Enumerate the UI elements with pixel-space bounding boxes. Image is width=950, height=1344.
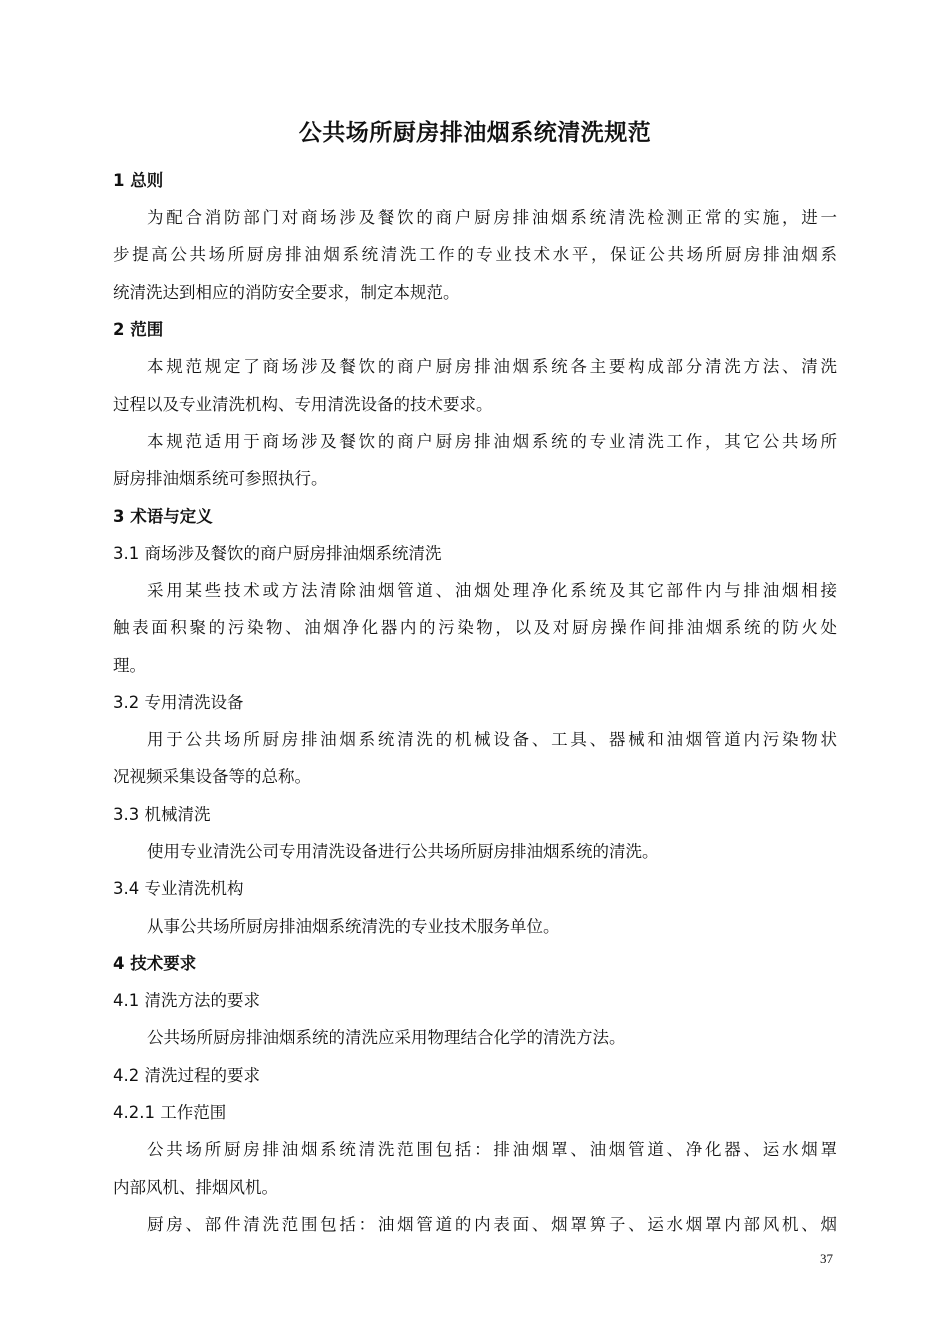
paragraph-line: 本规范规定了商场涉及餐饮的商户厨房排油烟系统各主要构成部分清洗方法、清洗 (147, 357, 837, 376)
document-title: 公共场所厨房排油烟系统清洗规范 (298, 120, 652, 146)
section-heading-2: 2 范围 (113, 320, 164, 339)
paragraph-line: 过程以及专业清洗机构、专用清洗设备的技术要求。 (113, 395, 493, 414)
page-number: 37 (820, 1251, 833, 1266)
paragraph-line: 从事公共场所厨房排油烟系统清洗的专业技术服务单位。 (147, 917, 560, 936)
subsection-heading-4-2-1: 4.2.1 工作范围 (113, 1103, 227, 1122)
paragraph-line: 况视频采集设备等的总称。 (113, 767, 311, 786)
section-heading-1: 1 总则 (113, 171, 164, 190)
paragraph-line: 采用某些技术或方法清除油烟管道、油烟处理净化系统及其它部件内与排油烟相接 (147, 581, 837, 600)
section-heading-3: 3 术语与定义 (113, 507, 213, 526)
paragraph-line: 理。 (113, 656, 146, 675)
subsection-heading-4-2: 4.2 清洗过程的要求 (113, 1066, 260, 1085)
paragraph-line: 厨房排油烟系统可参照执行。 (113, 469, 328, 488)
paragraph-line: 公共场所厨房排油烟系统的清洗应采用物理结合化学的清洗方法。 (147, 1028, 626, 1047)
subsection-heading-3-4: 3.4 专业清洗机构 (113, 879, 244, 898)
section-heading-4: 4 技术要求 (113, 954, 197, 973)
subsection-heading-3-3: 3.3 机械清洗 (113, 805, 211, 824)
paragraph-line: 厨房、部件清洗范围包括：油烟管道的内表面、烟罩箅子、运水烟罩内部风机、烟 (147, 1215, 837, 1234)
paragraph-line: 本规范适用于商场涉及餐饮的商户厨房排油烟系统的专业清洗工作，其它公共场所 (147, 432, 837, 451)
paragraph-line: 统清洗达到相应的消防安全要求，制定本规范。 (113, 283, 460, 302)
subsection-heading-3-2: 3.2 专用清洗设备 (113, 693, 244, 712)
paragraph-line: 公共场所厨房排油烟系统清洗范围包括：排油烟罩、油烟管道、净化器、运水烟罩 (147, 1140, 837, 1159)
subsection-heading-3-1: 3.1 商场涉及餐饮的商户厨房排油烟系统清洗 (113, 544, 442, 563)
paragraph-line: 内部风机、排烟风机。 (113, 1178, 278, 1197)
paragraph-line: 为配合消防部门对商场涉及餐饮的商户厨房排油烟系统清洗检测正常的实施，进一 (147, 208, 837, 227)
paragraph-line: 步提高公共场所厨房排油烟系统清洗工作的专业技术水平，保证公共场所厨房排油烟系 (113, 245, 837, 264)
subsection-heading-4-1: 4.1 清洗方法的要求 (113, 991, 260, 1010)
paragraph-line: 用于公共场所厨房排油烟系统清洗的机械设备、工具、器械和油烟管道内污染物状 (147, 730, 837, 749)
paragraph-line: 使用专业清洗公司专用清洗设备进行公共场所厨房排油烟系统的清洗。 (147, 842, 659, 861)
paragraph-line: 触表面积聚的污染物、油烟净化器内的污染物，以及对厨房操作间排油烟系统的防火处 (113, 618, 837, 637)
